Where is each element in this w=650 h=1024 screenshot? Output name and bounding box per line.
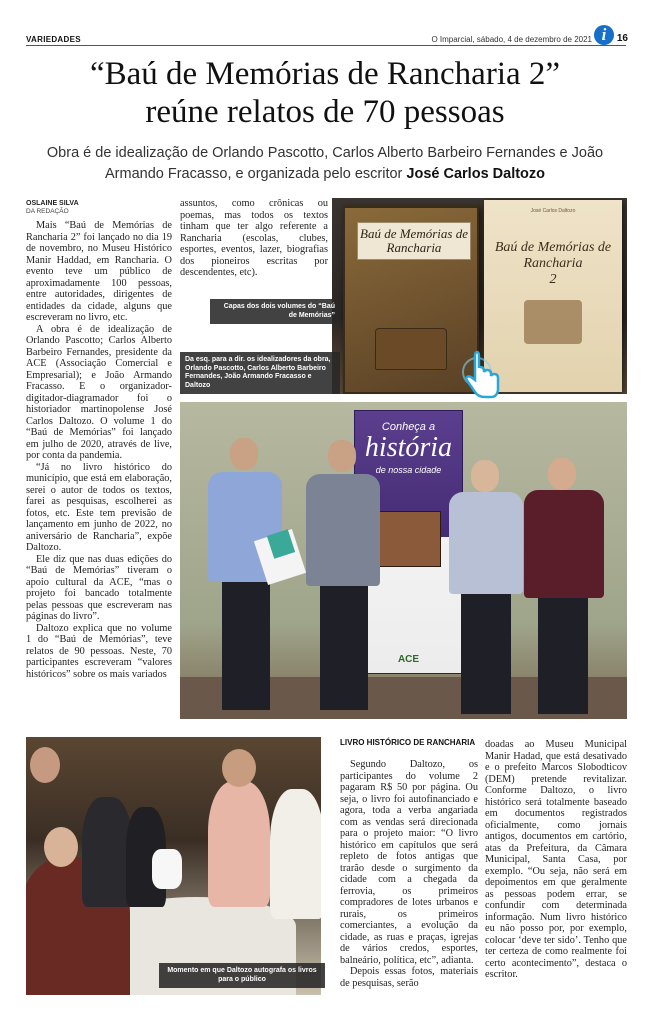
- person: [82, 797, 132, 907]
- banner-line-2: história: [364, 432, 453, 463]
- headline-line-1: “Baú de Memórias de Rancharia 2”: [89, 56, 561, 92]
- book-1-title: Baú de Memórias de Rancharia: [357, 222, 471, 260]
- deck: [20, 143, 630, 185]
- paragraph: Mais “Baú de Memórias de Rancharia 2” foi lançado no dia 19 de novembro, no Museu Histórico Manir Haddad, em Rancharia. O evento teve um público de aproximadamente 100 pessoas, entre autoridades, dirigentes de entidades da cidade, alguns que escreveram no livro, etc.: [26, 220, 172, 323]
- person-head: [222, 749, 256, 787]
- deck-text: Obra é de idealização de Orlando Pascotto, Carlos Alberto Barbeiro Fernandes e João Armando Fracasso, e organizada pelo escritor: [46, 145, 604, 182]
- person-daltozo: [208, 781, 270, 907]
- byline: [26, 200, 79, 215]
- banner-line-1: Conheça a: [381, 421, 436, 433]
- imparcial-logo-icon: i: [594, 25, 614, 45]
- byline-org: DA REDAÇÃO: [26, 208, 69, 215]
- paragraph: Segundo Daltozo, os participantes do volume 2 pagaram R$ 50 por página. Ou seja, o livro foi autofinanciado e agora, toda a verba angariada com as vendas será direcionada para o projeto maior: “O livro histórico em capítulos que será repleto de fotos antigas que trarão desde o surgimento da cidade com a chegada da ferrovia, os primeiros compradores de lotes urbanos e rurais, os primeiros comerciantes, a evolução da cidade, as ruas e praças, igrejas de vários credos, esportes, balneário, política, etc”, adianta.: [340, 759, 478, 966]
- paragraph: Daltozo explica que no volume 1 do “Baú de Memórias”, teve relatos de 90 pessoas. Neste, 70 participantes escreveram “valores históricos” sobre os mais variados: [26, 622, 172, 680]
- banner-line-3: de nossa cidade: [375, 465, 442, 475]
- person: [30, 747, 60, 783]
- article-column-3: [340, 759, 478, 997]
- signing-photo: [26, 737, 321, 995]
- paragraph: A obra é de idealização de Orlando Pascotto; Carlos Alberto Barbeiro Fernandes, presidente da ACE (Associação Comercial e Empresarial); e João Armando Fracasso. E o organizador-digitador-diagramador foi o historiador martinopolense José Carlos Daltozo. O volume 1 do “Baú de Memórias” foi lançado em julho de 2020, através de live, por conta da pandemia.: [26, 323, 172, 461]
- page-number: 16: [616, 33, 628, 44]
- paragraph: “Já no livro histórico do município, que está em elaboração, serei o autor de todos os textos, farei as pesquisas, escolherei as fotos, etc. Este tem previsão de lançamento em junho de 2022, no aniversário de Rancharia”, expõe Daltozo.: [26, 461, 172, 553]
- flowers: [152, 849, 182, 889]
- photo-caption-books: Capas dos dois volumes do “Baú de Memórias”: [210, 299, 340, 324]
- article-column-4: [485, 739, 627, 997]
- article-column-1: [26, 220, 172, 728]
- paragraph: Ele diz que nas duas edições do “Baú de Memórias” tiveram o apoio cultural da ACE, “mas o projeto foi bancado totalmente pelas pessoas que escreveram nas páginas do livro”.: [26, 553, 172, 622]
- page-header: [26, 23, 626, 49]
- book-2-author: José Carlos Daltozo: [530, 208, 576, 214]
- hand-pointer-icon: [457, 350, 503, 402]
- person: [270, 789, 321, 919]
- idealizers-photo: [180, 402, 627, 719]
- book-2-title: Baú de Memórias de Rancharia 2: [494, 240, 612, 287]
- banner-book-image: [375, 511, 441, 567]
- photo-caption-signing: Momento em que Daltozo autografa os livros para o público: [159, 963, 325, 988]
- header-rule: [26, 45, 626, 46]
- headline-line-2: reúne relatos de 70 pessoas: [145, 94, 505, 130]
- chest-illustration: [375, 328, 447, 370]
- deck-author: José Carlos Daltozo: [406, 166, 546, 182]
- section-label: VARIEDADES: [26, 35, 81, 44]
- book-volume-2: [484, 200, 622, 392]
- chest-illustration: [524, 300, 582, 344]
- headline: [20, 55, 630, 131]
- article-column-2: [180, 198, 328, 278]
- book-2-number: 2: [549, 272, 557, 287]
- ace-logo: ACE: [397, 654, 420, 665]
- person: [44, 827, 78, 867]
- paragraph: doadas ao Museu Municipal Manir Hadad, que está desativado e o prefeito Marcos Slobodticov (DEM) pretende revitalizar. Conforme Daltozo, o livro histórico será totalmente baseado em documentos registrados oficialmente, como jornais antigos, documentos em cartório, atas da Prefeitura, da Câmara Municipal, Santa Casa, por exemplo. “Ou seja, não será em depoimentos em que geralmente as pessoas podem errar, se confundir com determinada informação. Num livro histórico eu não posso por, por exemplo, colocar ‘deve ter sido’. Tenho que ter certeza de como realmente foi certo acontecimento”, destaca o escritor.: [485, 739, 627, 980]
- paragraph: assuntos, como crônicas ou poemas, mas todos os textos tinham que ter algo referente a Rancharia (escolas, clubes, esportes, eventos, lazer, biografias dos pioneiros escritas por descendentes, etc).: [180, 198, 328, 278]
- photo-caption-people: Da esq. para a dir. os idealizadores da obra, Orlando Pascotto, Carlos Alberto Barbeiro Fernandes, João Armando Fracasso e Daltozo: [180, 352, 340, 394]
- edition-date: O Imparcial, sábado, 4 de dezembro de 2021: [431, 35, 592, 44]
- paragraph: Depois essas fotos, materiais de pesquisas, serão: [340, 966, 478, 989]
- subhead: LIVRO HISTÓRICO DE RANCHARIA: [340, 738, 476, 747]
- byline-name: OSLAINE SILVA: [26, 200, 79, 207]
